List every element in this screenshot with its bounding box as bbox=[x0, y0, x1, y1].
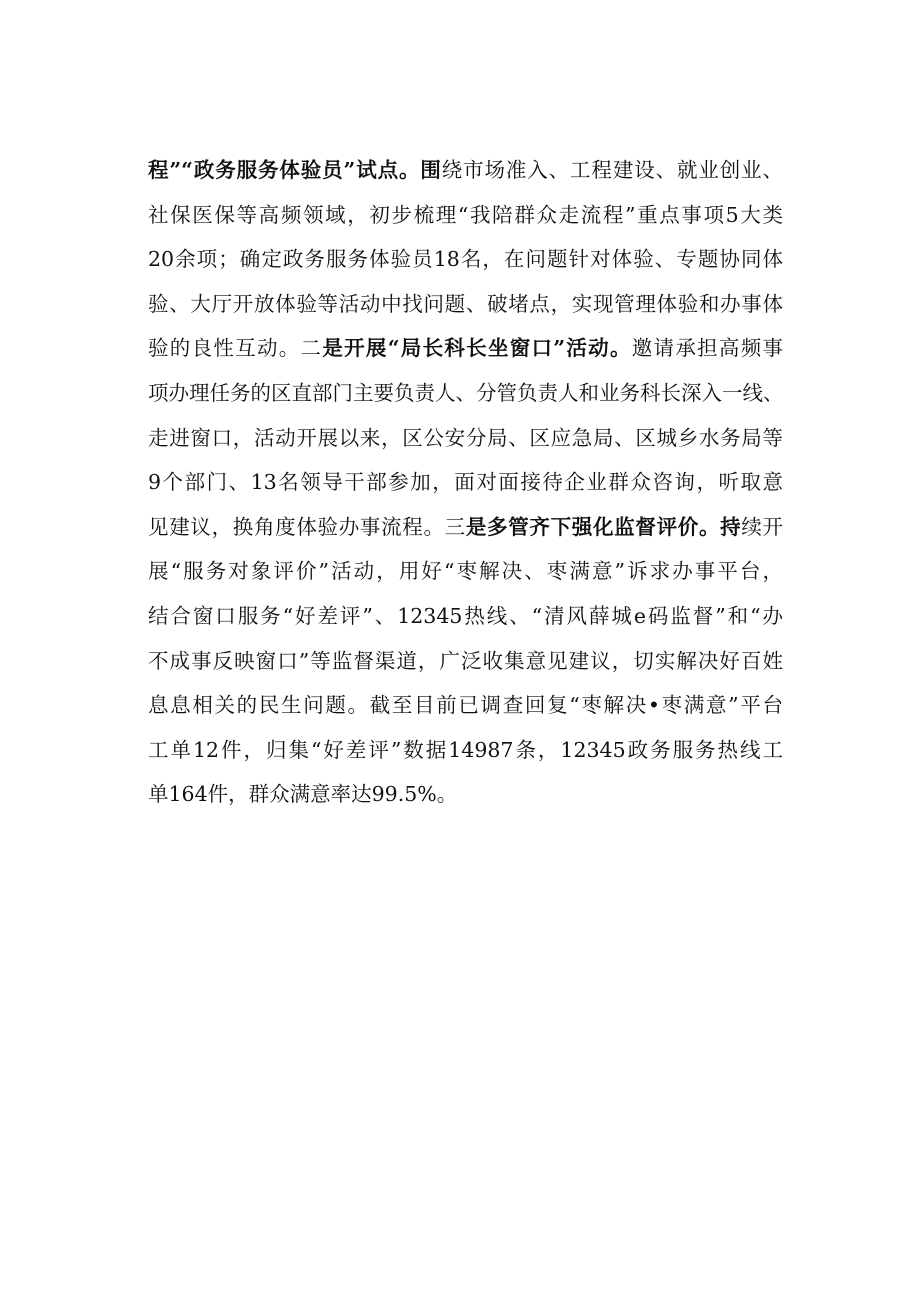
text-run: 邀请承担高频事 bbox=[631, 336, 783, 361]
text-line bbox=[148, 639, 783, 684]
bold-text-run: 程”“政务服务体验员”试点。围 bbox=[148, 158, 442, 182]
text-run: 项办理任务的区直部门主要负责人、分管负责人和业务科长深入一线、 bbox=[148, 380, 783, 405]
bold-text-run: 是多管齐下强化监督评价。持 bbox=[465, 514, 742, 539]
text-line bbox=[148, 505, 783, 550]
text-line bbox=[148, 728, 783, 773]
text-line bbox=[148, 193, 783, 238]
text-line bbox=[148, 594, 783, 639]
text-line bbox=[148, 549, 783, 594]
text-run: 20余项；确定政务服务体验员18名，在问题针对体验、专题协同体 bbox=[148, 247, 783, 272]
text-run: 展“服务对象评价”活动，用好“枣解决、枣满意”诉求办事平台， bbox=[148, 559, 783, 584]
text-run: 续开 bbox=[741, 514, 783, 539]
text-line bbox=[148, 326, 783, 371]
text-run: 绕市场准入、工程建设、就业创业、 bbox=[441, 158, 783, 182]
text-line bbox=[148, 371, 783, 416]
text-run: 社保医保等高频领域，初步梳理“我陪群众走流程”重点事项5大类 bbox=[148, 202, 783, 227]
bold-text-run: 是开展“局长科长坐窗口”活动。 bbox=[322, 336, 632, 361]
text-run: 验的良性互动。二 bbox=[148, 336, 323, 361]
text-line bbox=[148, 148, 783, 193]
text-run: 工单12件，归集“好差评”数据14987条，12345政务服务热线工 bbox=[148, 737, 783, 762]
text-run: 单164件，群众满意率达99.5%。 bbox=[148, 782, 458, 807]
text-run: 不成事反映窗口”等监督渠道，广泛收集意见建议，切实解决好百姓 bbox=[148, 648, 783, 673]
text-run: 见建议，换角度体验办事流程。三 bbox=[148, 514, 466, 539]
text-line bbox=[148, 282, 783, 327]
text-run: 结合窗口服务“好差评”、12345热线、“清风薛城e码监督”和“办 bbox=[148, 603, 783, 628]
text-run: 走进窗口，活动开展以来，区公安分局、区应急局、区城乡水务局等 bbox=[148, 425, 783, 450]
text-line bbox=[148, 683, 783, 728]
text-run: 息息相关的民生问题。截至目前已调查回复“枣解决•枣满意”平台 bbox=[148, 693, 783, 718]
text-line bbox=[148, 237, 783, 282]
body-paragraph bbox=[148, 148, 783, 817]
text-run: 验、大厅开放体验等活动中找问题、破堵点，实现管理体验和办事体 bbox=[148, 291, 783, 316]
text-line bbox=[148, 416, 783, 461]
text-line bbox=[148, 772, 783, 817]
text-line bbox=[148, 460, 783, 505]
text-run: 9个部门、13名领导干部参加，面对面接待企业群众咨询，听取意 bbox=[148, 470, 783, 495]
